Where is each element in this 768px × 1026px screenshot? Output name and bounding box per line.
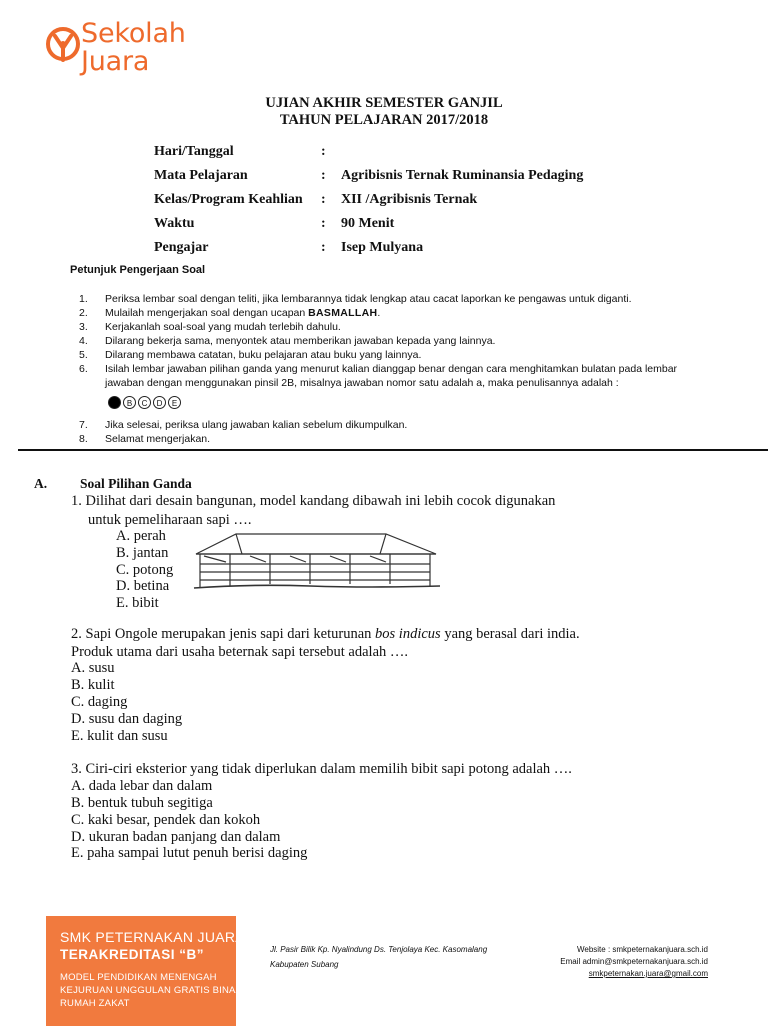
section-letter: A. [34, 476, 48, 491]
exam-title: UJIAN AKHIR SEMESTER GANJIL [265, 95, 503, 111]
question-3-option: E. paha sampai lutut penuh berisi daging [71, 845, 308, 861]
divider [18, 449, 768, 451]
instruction-text [105, 307, 380, 319]
instruction-text: Dilarang bekerja sama, menyontek atau memberikan jawaban kepada yang lainnya. [105, 335, 496, 347]
instruction-text: Kerjakanlah soal-soal yang mudah terlebih dahulu. [105, 321, 341, 333]
instruction-number: 2. [79, 307, 88, 319]
basmallah-text: BASMALLAH [308, 307, 378, 319]
question-2-option: E. kulit dan susu [71, 728, 168, 744]
question-2-text-part: yang berasal dari india. [440, 626, 580, 642]
footer-model-line: RUMAH ZAKAT [60, 998, 130, 1009]
question-1-option: C. potong [116, 562, 174, 578]
info-value-class: XII /Agribisnis Ternak [341, 192, 478, 207]
question-3-option: C. kaki besar, pendek dan kokoh [71, 812, 261, 828]
bubble-b: B [123, 396, 136, 409]
info-colon: : [321, 240, 326, 255]
instruction-text: Dilarang membawa catatan, buku pelajaran atau buku yang lainnya. [105, 349, 422, 361]
question-1-option: D. betina [116, 578, 170, 594]
info-label-class: Kelas/Program Keahlian [154, 192, 303, 207]
logo-text [81, 20, 186, 76]
sekolah-juara-logo-icon [46, 26, 80, 70]
instruction-text: Periksa lembar soal dengan teliti, jika lembarannya tidak lengkap atau cacat laporkan ke pengawas untuk diganti. [105, 293, 632, 305]
info-label-subject: Mata Pelajaran [154, 168, 248, 183]
instruction-text: Isilah lembar jawaban pilihan ganda yang menurut kalian dianggap benar dengan cara menghitamkan bulatan pada lembar [105, 363, 678, 375]
instruction-text: jawaban dengan menggunakan pinsil 2B, misalnya jawaban nomor satu adalah a, maka penulisannya adalah : [105, 377, 619, 389]
section-title: Soal Pilihan Ganda [80, 476, 192, 491]
bubble-c: C [138, 396, 151, 409]
instruction-text-part: . [377, 307, 381, 319]
instructions-heading: Petunjuk Pengerjaan Soal [70, 264, 206, 276]
info-value-teacher: Isep Mulyana [341, 240, 424, 255]
bubble-d: D [153, 396, 166, 409]
instruction-number: 6. [79, 363, 88, 375]
instruction-text-part: Mulailah mengerjakan soal dengan ucapan [105, 307, 309, 319]
instruction-text: Jika selesai, periksa ulang jawaban kalian sebelum dikumpulkan. [105, 419, 408, 431]
question-3-text: 3. Ciri-ciri eksterior yang tidak diperlukan dalam memilih bibit sapi potong adalah …. [71, 761, 572, 777]
livestock-barn-illustration [190, 528, 442, 594]
instruction-number: 5. [79, 349, 88, 361]
question-2-option: A. susu [71, 660, 115, 676]
footer-accreditation: TERAKREDITASI “B” [60, 947, 205, 962]
footer-model-line: MODEL PENDIDIKAN MENENGAH [60, 972, 217, 983]
footer-address-city: Kabupaten Subang [270, 960, 339, 969]
question-3-option: B. bentuk tubuh segitiga [71, 795, 213, 811]
question-1-option: A. perah [116, 528, 166, 544]
question-1-option: E. bibit [116, 595, 159, 611]
footer-school-name: SMK PETERNAKAN JUARA [60, 929, 245, 945]
exam-year: TAHUN PELAJARAN 2017/2018 [279, 112, 489, 128]
logo-line2: Juara [81, 46, 150, 77]
question-1-text-cont: untuk pemeliharaan sapi …. [88, 512, 252, 528]
footer-address: Jl. Pasir Bilik Kp. Nyalindung Ds. Tenjolaya Kec. Kasomalang [270, 945, 488, 954]
instruction-number: 7. [79, 419, 88, 431]
question-3-option: A. dada lebar dan dalam [71, 778, 213, 794]
info-label-teacher: Pengajar [154, 240, 209, 255]
footer-website: Website : smkpeternakanjuara.sch.id [576, 945, 708, 954]
footer-model-line: KEJURUAN UNGGULAN GRATIS BINAAN [60, 985, 250, 996]
info-colon: : [321, 144, 326, 159]
footer-email: Email admin@smkpeternakanjuara.sch.id [560, 957, 708, 966]
question-2-text [71, 626, 580, 643]
info-colon: : [321, 216, 326, 231]
instruction-number: 4. [79, 335, 88, 347]
info-label-date: Hari/Tanggal [154, 144, 234, 159]
footer-email-gmail: smkpeternakan.juara@gmail.com [588, 969, 708, 978]
question-1-text: 1. Dilihat dari desain bangunan, model kandang dibawah ini lebih cocok digunakan [71, 493, 556, 509]
question-2-text-cont: Produk utama dari usaha beternak sapi tersebut adalah …. [71, 644, 409, 660]
question-2-option: B. kulit [71, 677, 115, 693]
info-value-subject: Agribisnis Ternak Ruminansia Pedaging [341, 168, 584, 183]
question-1-option: B. jantan [116, 545, 169, 561]
info-colon: : [321, 192, 326, 207]
logo-line1: Sekolah [81, 18, 186, 49]
bos-indicus-term: bos indicus [375, 626, 441, 642]
question-3-option: D. ukuran badan panjang dan dalam [71, 829, 281, 845]
question-2-option: C. daging [71, 694, 128, 710]
bubble-e: E [168, 396, 181, 409]
instruction-number: 3. [79, 321, 88, 333]
instruction-number: 1. [79, 293, 88, 305]
info-label-time: Waktu [154, 216, 195, 231]
filled-bubble-icon [108, 396, 121, 409]
info-colon: : [321, 168, 326, 183]
instruction-text: Selamat mengerjakan. [105, 433, 211, 445]
info-value-time: 90 Menit [341, 216, 395, 231]
question-2-text-part: 2. Sapi Ongole merupakan jenis sapi dari keturunan [71, 626, 376, 642]
instruction-number: 8. [79, 433, 88, 445]
question-2-option: D. susu dan daging [71, 711, 183, 727]
